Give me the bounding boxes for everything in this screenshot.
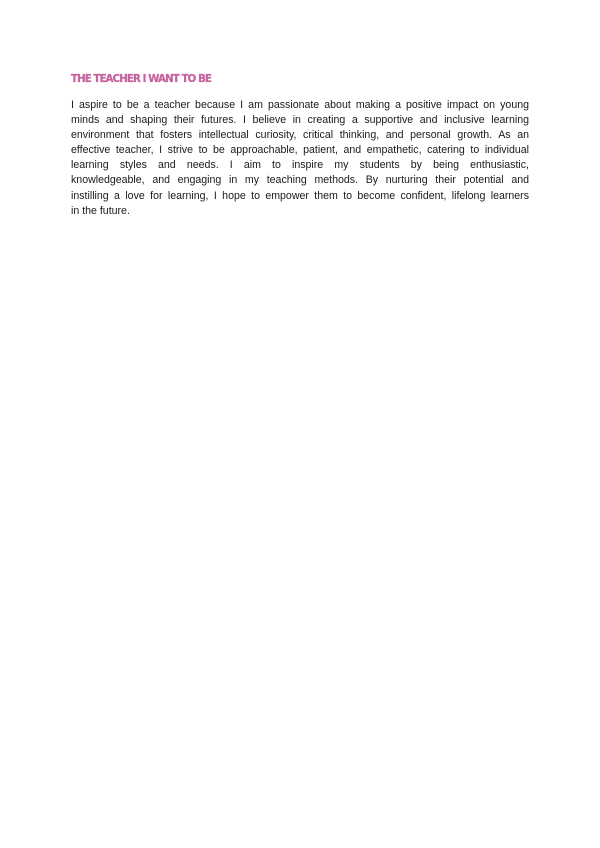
document-title: THE TEACHER I WANT TO BE	[71, 72, 212, 85]
paragraph-line: minds and shaping their futures. I believe in creating a supportive and inclusive learning	[71, 114, 529, 127]
body-paragraph	[71, 98, 529, 219]
paragraph-line: I aspire to be a teacher because I am passionate about making a positive impact on young	[71, 99, 529, 111]
paragraph-line: environment that fosters intellectual curiosity, critical thinking, and personal growth. As an	[71, 129, 529, 142]
paragraph-line: knowledgeable, and engaging in my teaching methods. By nurturing their potential and	[71, 174, 529, 187]
paragraph-line: in the future.	[71, 204, 130, 217]
paragraph-line: instilling a love for learning, I hope to empower them to become confident, lifelong learners	[71, 189, 529, 202]
paragraph-line: learning styles and needs. I aim to inspire my students by being enthusiastic,	[71, 159, 529, 172]
paragraph-line: effective teacher, I strive to be approachable, patient, and empathetic, catering to individual	[71, 144, 529, 157]
